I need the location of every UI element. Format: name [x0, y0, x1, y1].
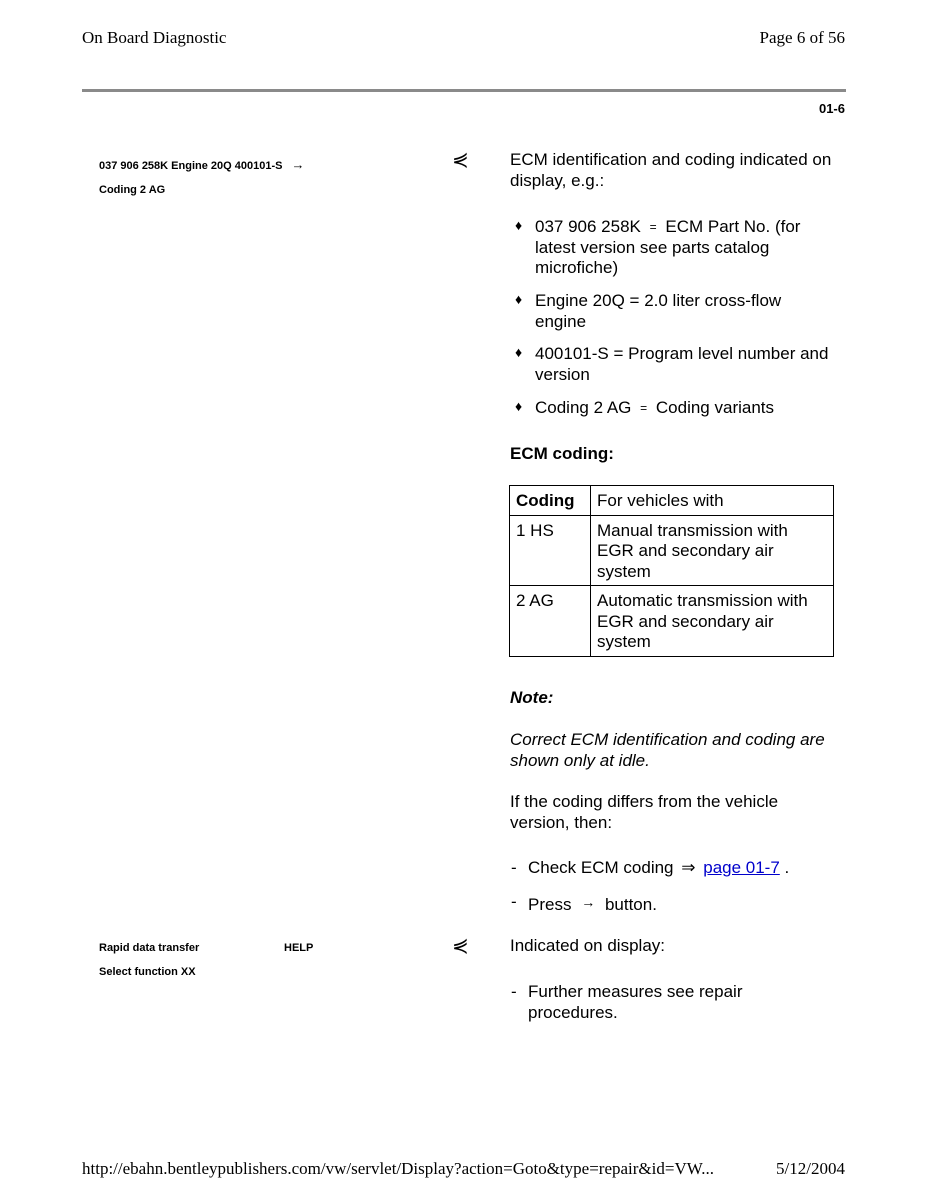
- display1-line2: Coding 2 AG: [99, 184, 166, 196]
- footer-url: http://ebahn.bentleypublishers.com/vw/servlet/Display?action=Goto&type=repair&id=VW...: [82, 1159, 714, 1178]
- double-arrow-icon: ⇒: [681, 858, 696, 877]
- bullet-desc: Program level number and version: [535, 344, 829, 384]
- pointer-icon: ⋞: [452, 149, 469, 171]
- differs-text: If the coding differs from the vehicle version, then:: [510, 792, 779, 832]
- further-measures-text: Further measures see repair procedures.: [528, 982, 743, 1022]
- header-rule: [82, 89, 846, 92]
- diamond-bullet-icon: ♦: [515, 291, 523, 307]
- display2-line2: Select function XX: [99, 966, 196, 978]
- display2-line1-right: HELP: [284, 942, 314, 954]
- list-item: [515, 344, 835, 386]
- list-item: [511, 858, 841, 880]
- arrow-right-icon: →: [581, 894, 596, 910]
- column-header-vehicles: For vehicles with: [591, 486, 834, 516]
- bullet-term: Engine 20Q: [535, 291, 625, 310]
- table-cell: Automatic transmission with EGR and secondary air system: [591, 586, 834, 657]
- page-code: 01-6: [818, 101, 845, 116]
- diamond-bullet-icon: ♦: [515, 398, 523, 414]
- bullet-equals: =: [629, 291, 640, 310]
- display1-line1-text: 037 906 258K Engine 20Q 400101-S: [99, 160, 283, 172]
- footer-date: 5/12/2004: [776, 1159, 845, 1178]
- table-cell: 2 AG: [510, 586, 591, 657]
- diamond-bullet-icon: ♦: [515, 344, 523, 360]
- list-item: [515, 398, 835, 420]
- dash-bullet: -: [511, 858, 517, 877]
- bullet-equals: =: [613, 344, 624, 363]
- coding-table: [509, 485, 834, 657]
- indicated-text: Indicated on display:: [510, 936, 665, 955]
- list-item: [515, 217, 835, 279]
- bullet-term: 037 906 258K: [535, 217, 641, 236]
- bullet-desc: Coding variants: [655, 398, 775, 417]
- dash-bullet: -: [511, 982, 517, 1001]
- bullet-term: Coding 2 AG: [535, 398, 632, 417]
- display1-line1: [99, 157, 305, 172]
- step1-text: Check ECM coding: [528, 858, 674, 877]
- bullet-equals: =: [640, 401, 648, 415]
- arrow-right-icon: →: [291, 157, 305, 172]
- list-item: [511, 892, 841, 914]
- diamond-bullet-icon: ♦: [515, 217, 523, 233]
- bullet-desc: 2.0 liter cross-flow engine: [535, 291, 782, 331]
- list-item: [515, 291, 835, 333]
- column-header-coding: Coding: [510, 486, 591, 516]
- ecm-intro-text: ECM identification and coding indicated on display, e.g.:: [510, 150, 832, 190]
- step2-text: Press: [528, 895, 572, 914]
- table-cell: 1 HS: [510, 515, 591, 586]
- display2-line1-left: Rapid data transfer: [99, 942, 200, 954]
- step1-suffix: .: [784, 858, 790, 877]
- step2-suffix: button.: [604, 895, 657, 914]
- list-item: [511, 982, 841, 1024]
- note-heading: Note:: [510, 688, 554, 707]
- page-indicator: Page 6 of 56: [759, 28, 845, 47]
- bullet-term: 400101-S: [535, 344, 609, 363]
- bullet-desc: ECM Part No. (for latest version see parts catalog microfiche): [535, 217, 801, 277]
- bullet-equals: =: [649, 220, 657, 234]
- table-row: [510, 586, 834, 657]
- dash-bullet: -: [511, 892, 517, 911]
- note-text: Correct ECM identification and coding are shown only at idle.: [510, 730, 825, 770]
- document-title: On Board Diagnostic: [82, 28, 227, 47]
- table-row: [510, 515, 834, 586]
- table-header-row: [510, 486, 834, 516]
- table-cell: Manual transmission with EGR and secondary air system: [591, 515, 834, 586]
- page-link[interactable]: page 01-7: [703, 858, 780, 877]
- pointer-icon: ⋞: [452, 935, 469, 957]
- ecm-coding-heading: ECM coding:: [510, 444, 614, 463]
